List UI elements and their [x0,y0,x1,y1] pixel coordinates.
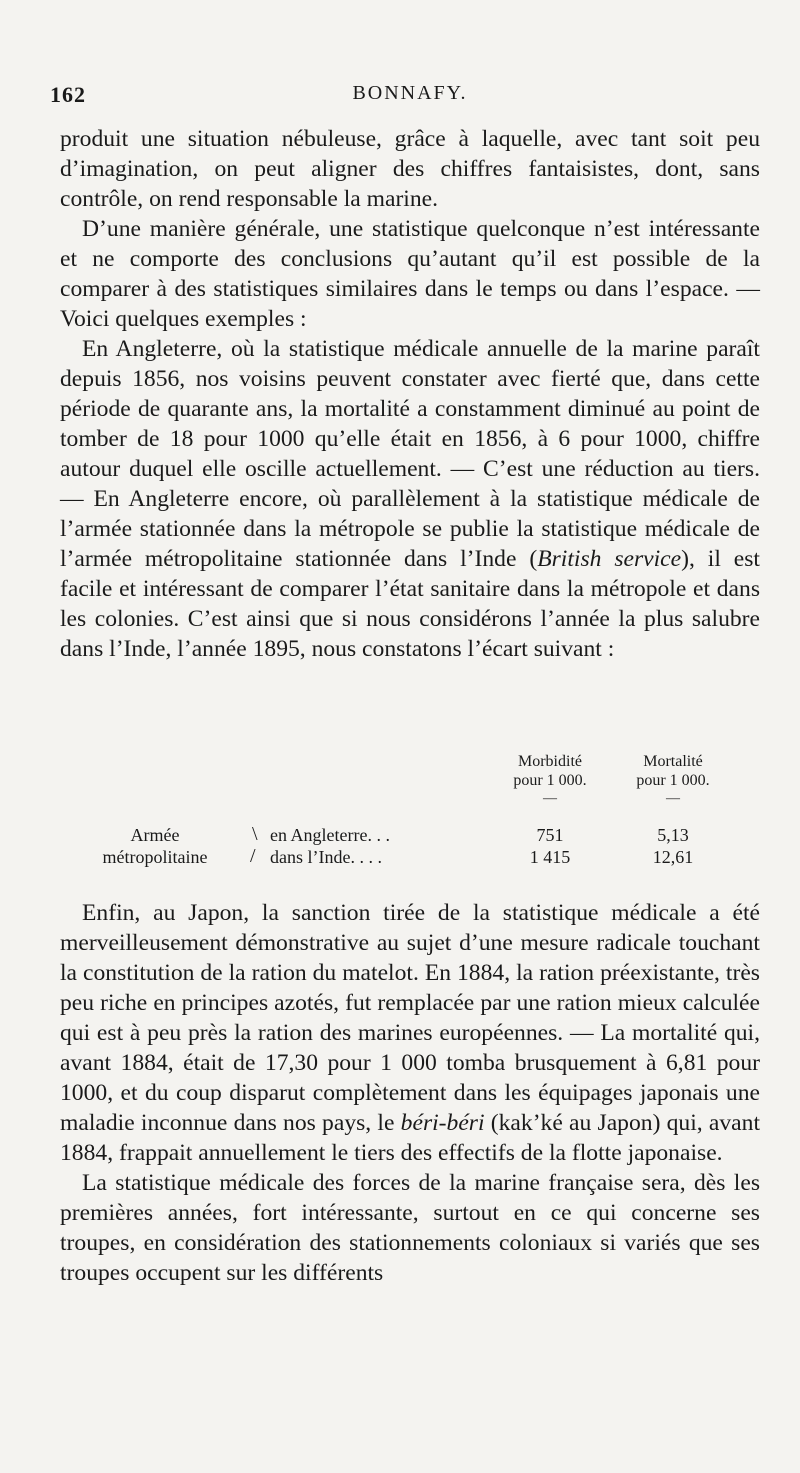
column-header-morbidite-line1: Morbidité [518,753,582,770]
paragraph-4-part-1: Enfin, au Japon, la sanction tirée de la statistique médicale a été merveilleusement démonstrative au sujet d’une mesure radicale touchant la constitution de la ration du matelot. En 1884, la ration préexistante, très peu riche en principes azotés, fut remplacée par une ration mieux calculée qui est à peu près la ration des marines européennes. — La mortalité qui, avant 1884, était de 17,30 pour 1 000 tomba brusquement à 6,81 pour 1000, et du coup disparut complètement dans les équipages japonais une maladie inconnue dans nos pays, le [60,900,760,1136]
table-cell-mortalite: 5,13 [657,825,689,845]
statistics-table [60,752,760,872]
page-number: 162 [50,82,86,107]
column-header-mortalite-line1: Mortalité [643,753,703,770]
paragraph-4-italic: béri-béri [400,1110,485,1136]
paragraph-3 [60,334,760,664]
brace-top-icon: \ [252,823,258,845]
column-header-mortalite-line2: pour 1 000. [636,772,710,789]
paragraph-4 [60,898,760,1168]
row-label-line1: Armée [130,825,180,845]
table-row-place: en Angleterre. . . [270,825,390,845]
paragraph-2: D’une manière générale, une statistique quelconque n’est intéressante et ne comporte des conclusions qu’autant qu’il est possible de la comparer à des statistiques similaires dans le temps ou dans l’espace. — Voici quelques exemples : [60,216,760,332]
brace-bottom-icon: / [250,845,256,867]
row-label-line2: métropolitaine [102,847,208,867]
paragraph-3-italic: British service [537,546,682,572]
column-header-mortalite [618,752,728,808]
body-text-top [60,124,760,664]
column-header-morbidite [495,752,605,808]
paragraph-5: La statistique médicale des forces de la marine française sera, dès les premières années, fort intéressante, surtout en ce qui concerne ses troupes, en considération des stationnements coloniaux si variés que ses troupes occupent sur les différents [60,1170,760,1286]
table-cell-morbidite: 751 [536,825,564,845]
paragraph-1: produit une situation nébuleuse, grâce à laquelle, avec tant soit peu d’imagination, on peut aligner des chiffres fantaisistes, dont, sans contrôle, on rend responsable la marine. [60,126,760,212]
paragraph-4-part-2: (kak’ké au Japon) qui, avant 1884, frappait annuellement le tiers des effectifs de la flotte japonaise. [60,1110,760,1166]
running-head: BONNAFY. [352,82,468,104]
paragraph-3-part-2: ), il est facile et intéressant de comparer l’état sanitaire dans la métropole et dans les colonies. C’est ainsi que si nous considérons l’année la plus salubre dans l’Inde, l’année 1895, nous constatons l’écart suivant : [60,546,760,662]
paragraph-3-part-1: En Angleterre, où la statistique médicale annuelle de la marine paraît depuis 1856, nos voisins peuvent constater avec fierté que, dans cette période de quarante ans, la mortalité a constamment diminué au point de tomber de 18 pour 1000 qu’elle était en 1856, à 6 pour 1000, chiffre autour duquel elle oscille actuellement. — C’est une réduction au tiers. — En Angleterre encore, où parallèlement à la statistique médicale de l’armée stationnée dans la métropole se publie la statistique médicale de l’armée métropolitaine stationnée dans l’Inde ( [60,336,760,572]
page-header [50,82,770,116]
column-header-morbidite-line2: pour 1 000. [513,772,587,789]
body-text-bottom [60,898,760,1288]
column-header-morbidite-dash: — [543,791,557,806]
table-cell-mortalite: 12,61 [652,847,694,867]
table-cell-morbidite: 1 415 [529,847,571,867]
table-row-place: dans l’Inde. . . . [270,847,382,867]
column-header-mortalite-dash: — [666,791,680,806]
